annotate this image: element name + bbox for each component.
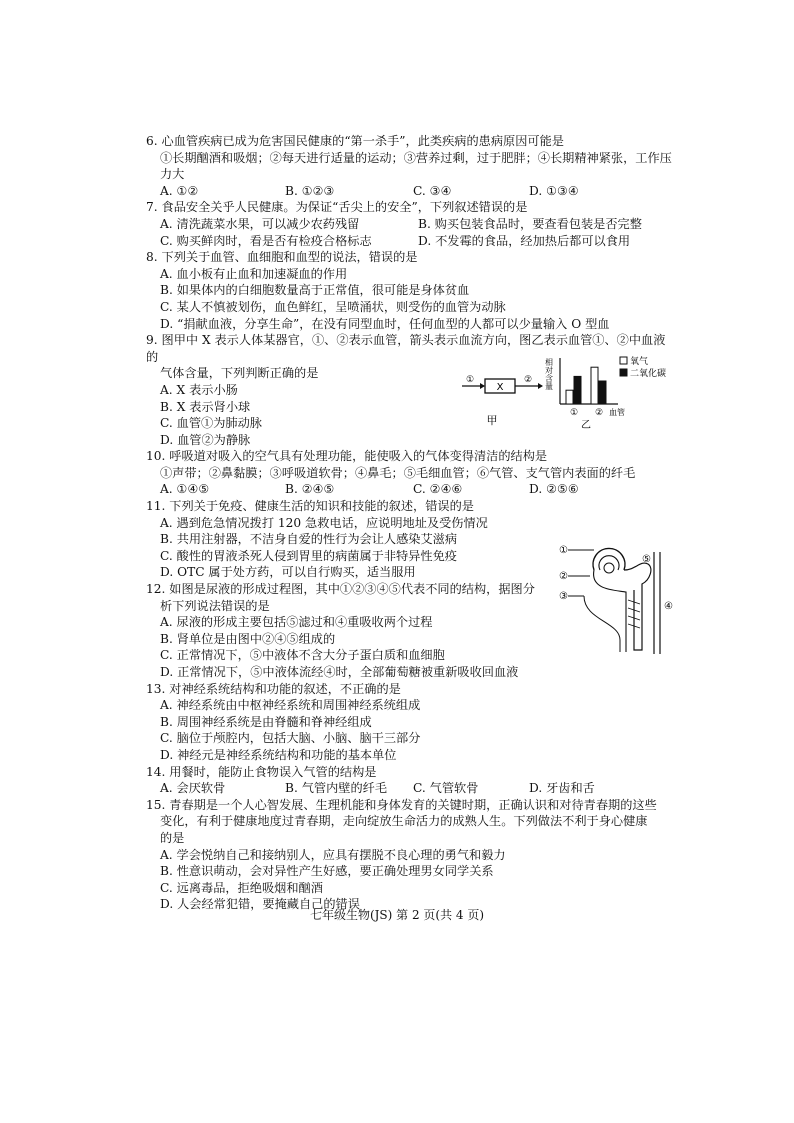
- q15-option-b[interactable]: B. 性意识萌动，会对异性产生好感，要正确处理男女同学关系: [160, 864, 494, 879]
- question-7: [146, 199, 676, 249]
- q9-stem: 9. 图甲中 X 表示人体某器官，①、②表示血管，箭头表示血流方向，图乙表示血管①、②中血液的: [146, 333, 666, 364]
- q15-stem-3: 的是: [160, 830, 185, 845]
- fig-jia-marker-1: ①: [465, 375, 475, 385]
- figure-yi-chart: [542, 352, 692, 432]
- fig-jia-marker-2: ②: [523, 375, 533, 385]
- q7-stem: 7. 食品安全关乎人民健康。为保证“舌尖上的安全”，下列叙述错误的是: [146, 200, 528, 215]
- nephron-marker-5: ⑤: [642, 554, 651, 565]
- q7-option-d[interactable]: D. 不发霉的食品，经加热后都可以食用: [418, 233, 631, 248]
- chart-xlabel: 血管: [609, 408, 625, 417]
- q14-option-c[interactable]: C. 气管软骨: [413, 781, 479, 796]
- q12-stem: 12. 如图是尿液的形成过程图，其中①②③④⑤代表不同的结构，据图分: [146, 582, 535, 597]
- q7-options: [146, 216, 676, 249]
- legend-co2-label: 二氧化碳: [630, 369, 667, 379]
- nephron-marker-1: ①: [559, 545, 568, 556]
- q13-option-a[interactable]: A. 神经系统由中枢神经系统和周围神经系统组成: [160, 698, 421, 713]
- q15-stem: 15. 青春期是一个人心智发展、生理机能和身体发育的关键时期，正确认识和对待青春期的这些: [146, 797, 657, 812]
- question-8: [146, 249, 676, 332]
- q14-option-a[interactable]: A. 会厌软骨: [160, 781, 226, 796]
- chart-ylabel: 相对含量: [544, 358, 554, 390]
- q13-option-c[interactable]: C. 脑位于颅腔内，包括大脑、小脑、脑干三部分: [160, 731, 421, 746]
- q15-option-a[interactable]: A. 学会悦纳自己和接纳别人，应具有摆脱不良心理的勇气和毅力: [160, 847, 506, 862]
- figure-jia: [458, 370, 548, 426]
- question-list: [146, 133, 676, 913]
- bar-co2-vessel-1: [574, 376, 581, 404]
- q15-option-c[interactable]: C. 远离毒品，拒绝吸烟和酗酒: [160, 880, 323, 895]
- q6-detail-2: 力大: [160, 167, 185, 182]
- nephron-tubule: [624, 563, 651, 650]
- q13-option-d[interactable]: D. 神经元是神经系统结构和功能的基本单位: [160, 747, 397, 762]
- q9-option-d[interactable]: D. 血管②为静脉: [160, 432, 251, 447]
- q15-stem-2: 变化，有利于健康地度过青春期，走向绽放生命活力的成熟人生。下列做法不利于身心健康: [160, 814, 648, 829]
- nephron-marker-3: ③: [559, 591, 568, 602]
- q10-option-a[interactable]: A. ①④⑤: [160, 482, 210, 497]
- q11-option-b[interactable]: B. 共用注射器，不洁身自爱的性行为会让人感染艾滋病: [160, 532, 458, 547]
- q13-stem: 13. 对神经系统结构和功能的叙述，不正确的是: [146, 681, 401, 696]
- q11-option-c[interactable]: C. 酸性的胃液杀死人侵到胃里的病菌属于非特异性免疫: [160, 548, 457, 563]
- q6-stem: 6. 心血管疾病已成为危害国民健康的“第一杀手”，此类疾病的患病原因可能是: [146, 134, 564, 148]
- q12-option-b[interactable]: B. 肾单位是由图中②④⑤组成的: [160, 631, 336, 646]
- q14-option-b[interactable]: B. 气管内壁的纤毛: [285, 781, 388, 796]
- legend-oxygen-label: 氧气: [630, 357, 649, 367]
- q12-option-a[interactable]: A. 尿液的形成主要包括⑤滤过和④重吸收两个过程: [160, 615, 433, 630]
- bar-co2-vessel-2: [599, 381, 606, 404]
- q6-options: [146, 183, 676, 200]
- q10-option-c[interactable]: C. ②④⑥: [413, 482, 463, 497]
- page-footer: 七年级生物(JS) 第 2 页(共 4 页): [309, 908, 485, 922]
- organ-x-label: X: [496, 382, 504, 393]
- question-10: [146, 448, 676, 498]
- q6-option-d[interactable]: D. ①③④: [529, 183, 579, 198]
- q8-option-d[interactable]: D. “捐献血液，分享生命”，在没有同型血时，任何血型的人都可以少量输入 O 型血: [160, 316, 610, 331]
- question-6: [146, 133, 676, 199]
- q10-stem: 10. 呼吸道对吸入的空气具有处理功能，能使吸入的气体变得清洁的结构是: [146, 449, 548, 464]
- nephron-capsule-outer: [593, 548, 625, 570]
- q7-option-c[interactable]: C. 购买鲜肉时，看是否有检疫合格标志: [160, 233, 372, 248]
- nephron-marker-4: ④: [664, 601, 673, 612]
- nephron-vein: [584, 596, 620, 652]
- q12-option-c[interactable]: C. 正常情况下，⑤中液体不含大分子蛋白质和血细胞: [160, 648, 445, 663]
- q6-detail-1: ①长期酗酒和吸烟；②每天进行适量的运动；③营养过剩，过于肥胖；④长期精神紧张，工作压: [160, 150, 672, 165]
- q15-option-d[interactable]: D. 人会经常犯错，要掩藏自己的错误: [160, 897, 360, 912]
- q8-option-b[interactable]: B. 如果体内的白细胞数量高于正常值，很可能是身体贫血: [160, 283, 470, 298]
- glomerulus-icon: [604, 563, 614, 573]
- bar-oxygen-vessel-1: [566, 390, 573, 404]
- q12-stem-2: 析下列说法错误的是: [160, 598, 270, 613]
- nephron-marker-2: ②: [559, 571, 568, 582]
- q14-options: [146, 780, 676, 797]
- q7-option-a[interactable]: A. 清洗蔬菜水果，可以减少农药残留: [160, 216, 360, 231]
- chart-x-tick-1: ①: [569, 408, 579, 418]
- q6-option-c[interactable]: C. ③④: [413, 183, 452, 198]
- q10-options: [146, 481, 676, 498]
- legend-oxygen-swatch: [620, 357, 627, 364]
- q6-option-b[interactable]: B. ①②③: [285, 183, 335, 198]
- q8-stem: 8. 下列关于血管、血细胞和血型的说法，错误的是: [146, 250, 418, 265]
- bar-oxygen-vessel-2: [591, 367, 598, 404]
- q7-option-b[interactable]: B. 购买包装食品时，要查看包装是否完整: [418, 216, 642, 231]
- q13-option-b[interactable]: B. 周围神经系统是由脊髓和脊神经组成: [160, 714, 372, 729]
- q9-stem-2: 气体含量，下列判断正确的是: [160, 366, 319, 381]
- q14-option-d[interactable]: D. 牙齿和舌: [529, 781, 595, 796]
- q9-option-b[interactable]: B. X 表示肾小球: [160, 399, 251, 414]
- q11-stem: 11. 下列关于免疫、健康生活的知识和技能的叙述，错误的是: [146, 499, 474, 514]
- q10-option-d[interactable]: D. ②⑤⑥: [529, 482, 579, 497]
- legend-co2-swatch: [620, 369, 627, 376]
- question-15: [146, 797, 676, 913]
- question-13: [146, 681, 676, 764]
- chart-x-tick-2: ②: [594, 408, 604, 418]
- q10-detail: ①声带；②鼻黏膜；③呼吸道软骨；④鼻毛；⑤毛细血管；⑥气管、支气管内表面的纤毛: [160, 465, 636, 480]
- fig-jia-caption: 甲: [486, 414, 498, 426]
- q9-option-c[interactable]: C. 血管①为肺动脉: [160, 416, 262, 431]
- q8-option-c[interactable]: C. 某人不慎被划伤，血色鲜红，呈喷涌状，则受伤的血管为动脉: [160, 299, 506, 314]
- q10-option-b[interactable]: B. ②④⑤: [285, 482, 335, 497]
- question-14: [146, 764, 676, 797]
- q11-option-d[interactable]: D. OTC 属于处方药，可以自行购买，适当服用: [160, 565, 416, 580]
- figure-nephron: [554, 540, 684, 660]
- chart-bars: [566, 367, 606, 404]
- nephron-capillary: [594, 570, 626, 652]
- q9-option-a[interactable]: A. X 表示小肠: [160, 382, 238, 397]
- q14-stem: 14. 用餐时，能防止食物误入气管的结构是: [146, 764, 377, 779]
- q8-option-a[interactable]: A. 血小板有止血和加速凝血的作用: [160, 266, 348, 281]
- q12-option-d[interactable]: D. 正常情况下，⑤中液体流经④时，全部葡萄糖被重新吸收回血液: [160, 665, 519, 679]
- arrow-in-icon: [480, 383, 485, 389]
- fig-yi-caption: 乙: [581, 420, 591, 431]
- q6-option-a[interactable]: A. ①②: [160, 183, 199, 198]
- q11-option-a[interactable]: A. 遇到危急情况拨打 120 急救电话，应说明地址及受伤情况: [160, 515, 488, 530]
